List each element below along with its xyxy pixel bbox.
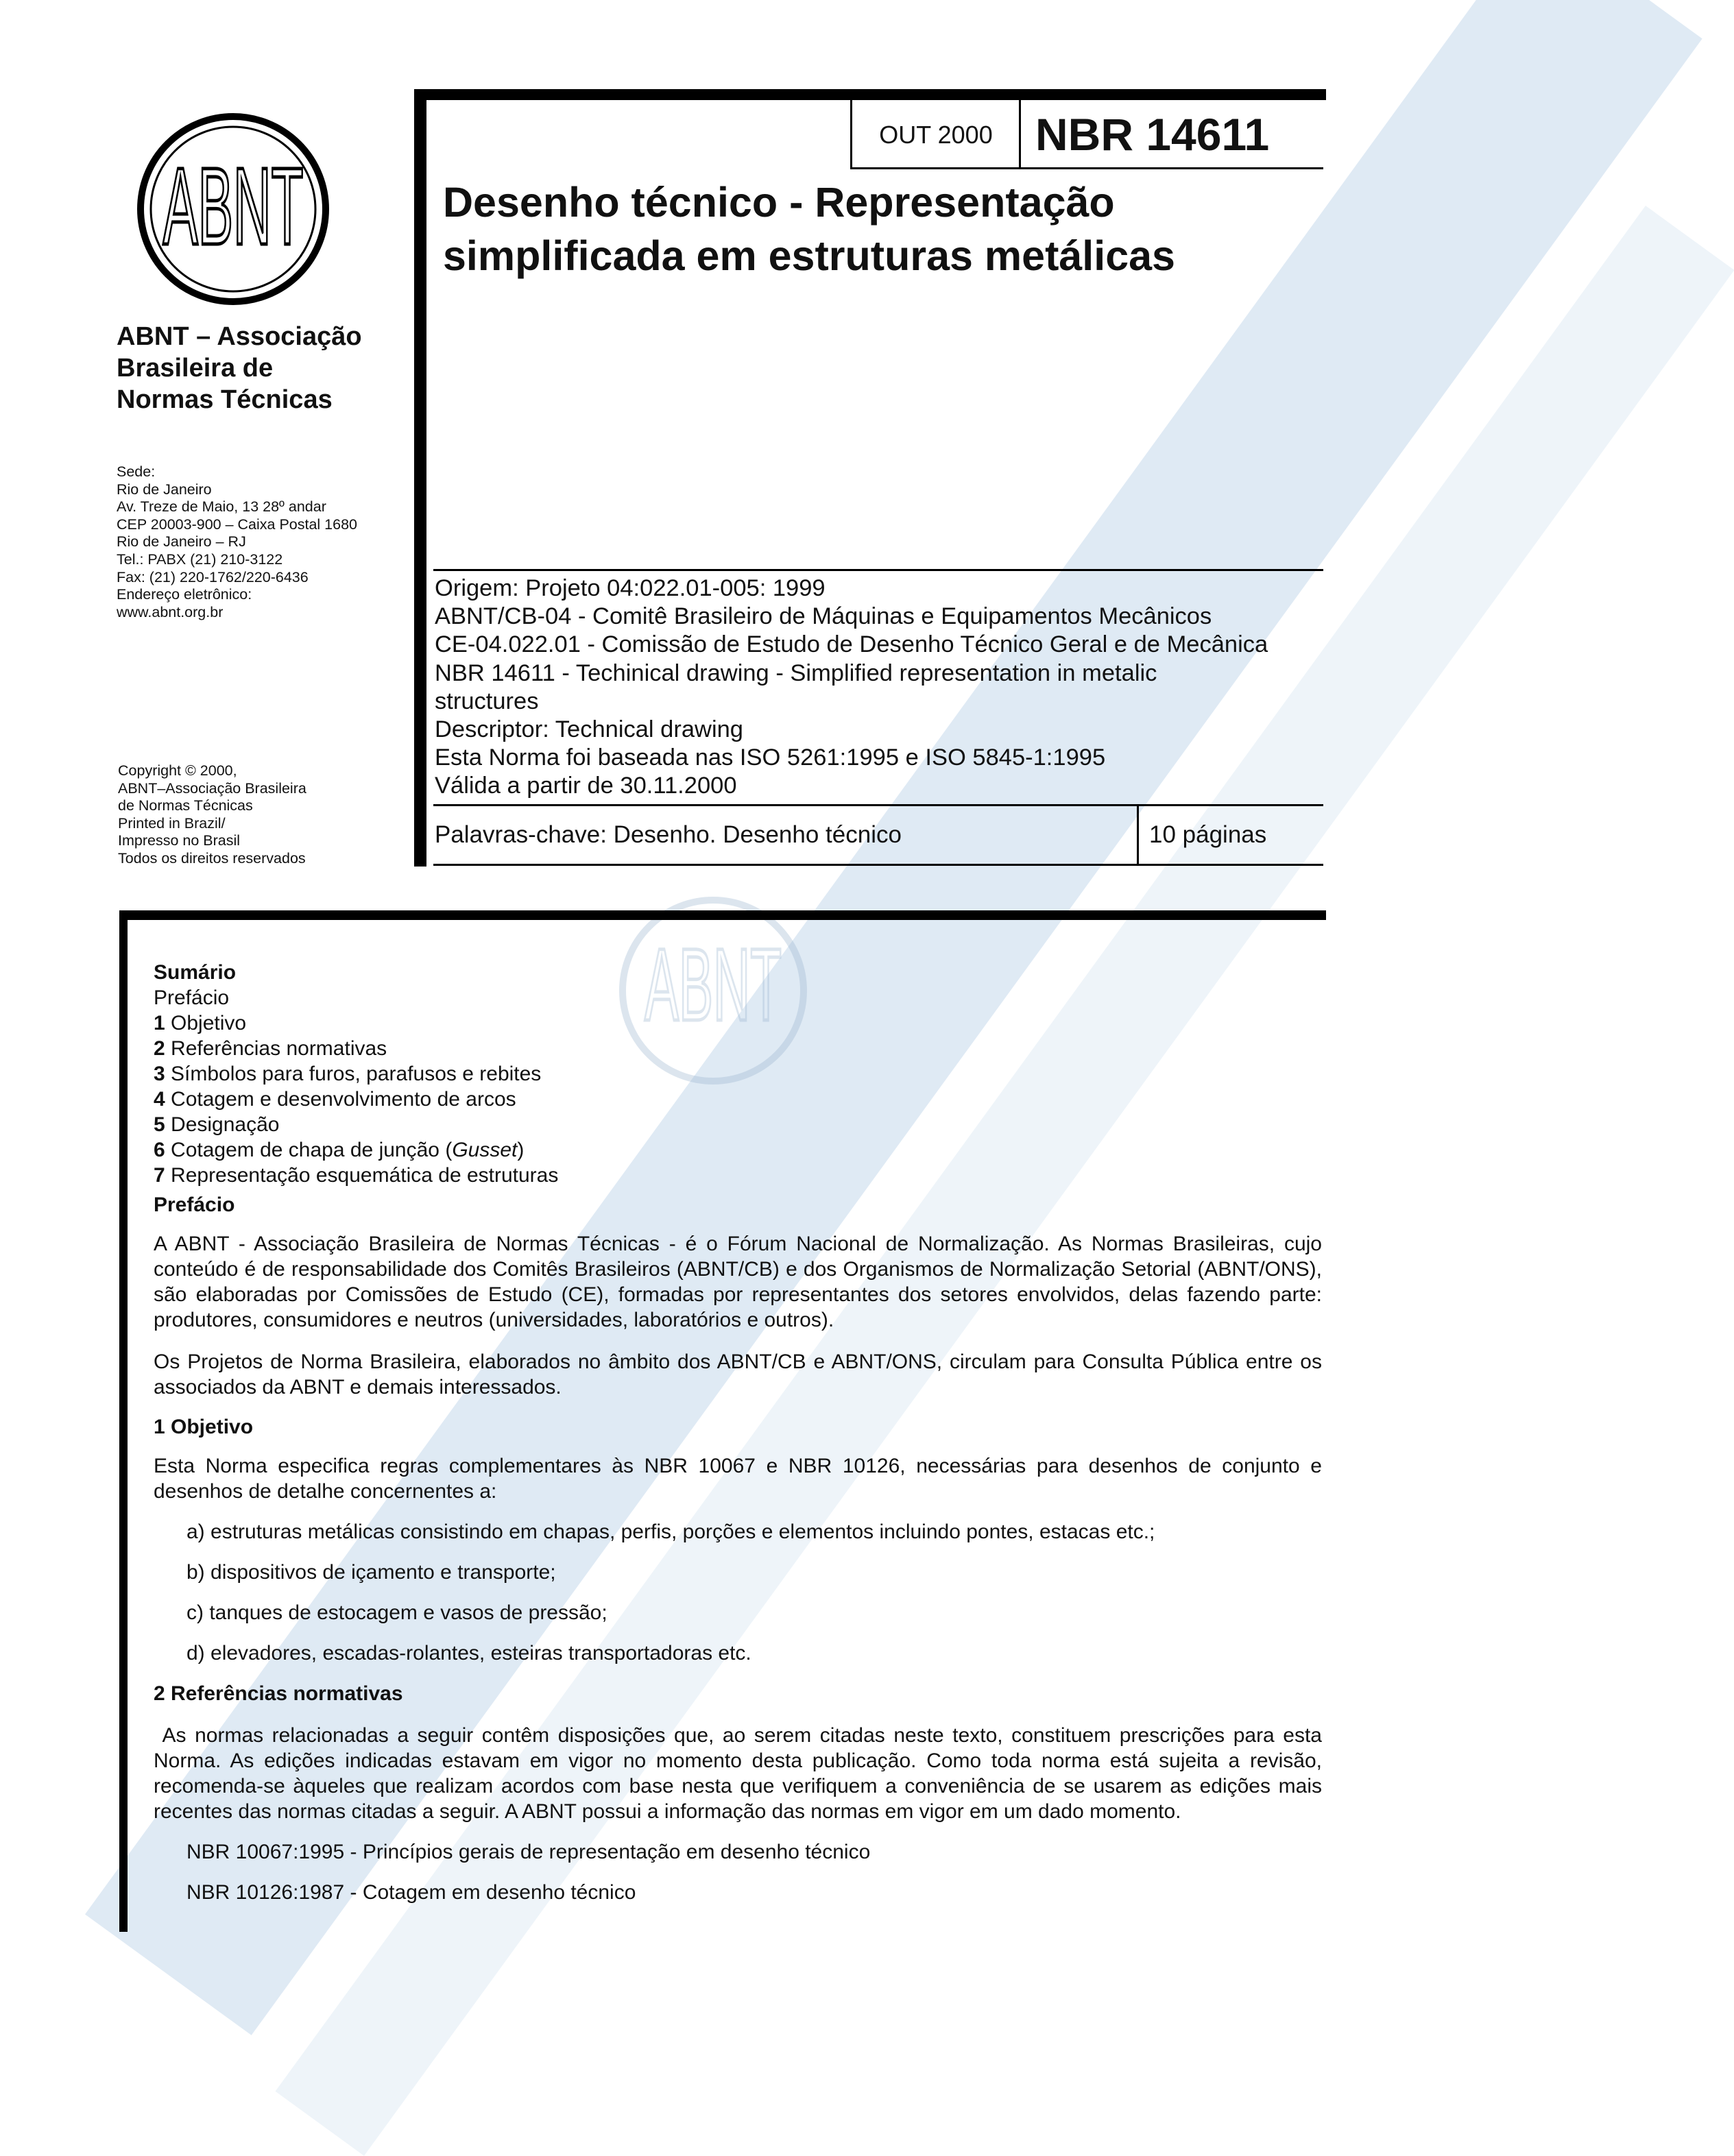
keywords-top-rule — [433, 804, 1323, 806]
preface-paragraph-2: Os Projetos de Norma Brasileira, elaborados no âmbito dos ABNT/CB e ABNT/ONS, circulam para Consulta Pública entre os associados da ABNT e demais interessados. — [154, 1350, 1322, 1398]
references-heading: 2 Referências normativas — [154, 1682, 403, 1705]
summary-item: 1 Objetivo — [154, 1012, 247, 1034]
keywords: Palavras-chave: Desenho. Desenho técnico — [435, 821, 902, 848]
svg-text:ABNT: ABNT — [162, 145, 304, 267]
objective-item: c) tanques de estocagem e vasos de pressão; — [186, 1601, 607, 1624]
summary-heading: Sumário — [154, 961, 237, 984]
reference-item: NBR 10126:1987 - Cotagem em desenho técnico — [186, 1881, 636, 1904]
summary-item: 5 Designação — [154, 1113, 280, 1136]
organization-address: Sede: Rio de Janeiro Av. Treze de Maio, 13 28º andar CEP 20003-900 – Caixa Postal 1680 Rio de Janeiro – RJ Tel.: PABX (21) 210-3122 Fax: (21) 220-1762/220-6436 Endereço eletrônico: www.abnt.org.br — [117, 463, 358, 620]
objective-item: d) elevadores, escadas-rolantes, esteiras transportadoras etc. — [186, 1642, 751, 1664]
document-title: Desenho técnico - Representação simplificada em estruturas metálicas — [443, 179, 1175, 279]
summary-item: 7 Representação esquemática de estruturas — [154, 1164, 559, 1187]
summary — [154, 960, 1322, 1188]
objective-item: a) estruturas metálicas consistindo em chapas, perfis, porções e elementos incluindo pontes, estacas etc.; — [186, 1521, 1155, 1543]
copyright-notice: Copyright © 2000, ABNT–Associação Brasileira de Normas Técnicas Printed in Brazil/ Impresso no Brasil Todos os direitos reservados — [118, 762, 306, 867]
references-paragraph: As normas relacionadas a seguir contêm disposições que, ao serem citadas neste texto, constituem prescrições para esta Norma. As edições indicadas estavam em vigor no momento desta publicação. Como toda norma está sujeita a revisão, recomenda-se àqueles que realizam acordos com base nesta que verifiquem a conveniência de se usarem as edições mais recentes das normas citadas a seguir. A ABNT possui a informação das normas em vigor em um dado momento. — [154, 1724, 1328, 1823]
page-count: 10 páginas — [1149, 821, 1267, 848]
objective-paragraph: Esta Norma especifica regras complementares às NBR 10067 e NBR 10126, necessárias para desenhos de conjunto e desenhos de detalhe concernentes a: — [154, 1455, 1322, 1503]
publication-date: OUT 2000 — [879, 121, 993, 149]
keywords-divider — [1137, 804, 1139, 866]
body-top-border — [119, 910, 1326, 920]
summary-item: 3 Símbolos para furos, parafusos e rebites — [154, 1063, 542, 1085]
preface-heading: Prefácio — [154, 1194, 235, 1216]
svg-text:ABNT: ABNT — [645, 927, 782, 1042]
document-metadata: Origem: Projeto 04:022.01-005: 1999 ABNT/CB-04 - Comitê Brasileiro de Máquinas e Equipamentos Mecânicos CE-04.022.01 - Comissão de Estudo de Desenho Técnico Geral e de Mecânica NBR 14611 - Techinical drawing - Simplified representation in metalic structures Descriptor: Technical drawing Esta Norma foi baseada nas ISO 5261:1995 e ISO 5845-1:1995 Válida a partir de 30.11.2000 — [435, 575, 1268, 799]
summary-item: 4 Cotagem e desenvolvimento de arcos — [154, 1088, 516, 1111]
objective-heading: 1 Objetivo — [154, 1416, 254, 1438]
header-top-border — [414, 89, 1326, 100]
summary-item: 6 Cotagem de chapa de junção (Gusset) — [154, 1139, 525, 1161]
meta-top-rule — [433, 569, 1323, 571]
summary-item: 2 Referências normativas — [154, 1037, 387, 1060]
reference-item: NBR 10067:1995 - Princípios gerais de representação em desenho técnico — [186, 1841, 871, 1863]
document-body — [154, 960, 1328, 1905]
organization-name: ABNT – Associação Brasileira de Normas Técnicas — [117, 322, 362, 414]
header-rule — [850, 167, 1323, 169]
summary-preface: Prefácio — [154, 986, 230, 1009]
objective-item: b) dispositivos de içamento e transporte; — [186, 1561, 556, 1584]
keywords-bottom-rule — [433, 864, 1323, 866]
header-left-border — [414, 89, 426, 867]
preface-paragraph-1: A ABNT - Associação Brasileira de Normas Técnicas - é o Fórum Nacional de Normalização. As Normas Brasileiras, cujo conteúdo é de responsabilidade dos Comitês Brasileiros (ABNT/CB) e dos Organismos de Normalização Setorial (ABNT/ONS), são elaboradas por Comissões de Estudo (CE), formadas por representantes dos setores envolvidos, delas fazendo parte: produtores, consumidores e neutros (universidades, laboratórios e outros). — [154, 1233, 1322, 1331]
standard-code: NBR 14611 — [1035, 109, 1270, 160]
abnt-logo — [134, 110, 333, 308]
body-left-border — [119, 910, 128, 1932]
